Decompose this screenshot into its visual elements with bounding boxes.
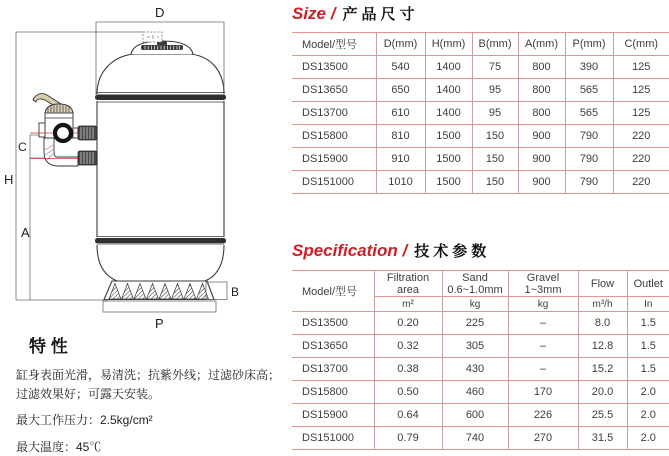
cell: 8.0 [578,312,627,335]
cell: 600 [442,404,508,427]
cell: 390 [565,56,613,79]
cell: 565 [565,79,613,102]
table-row [292,125,669,148]
cell: 150 [472,148,518,171]
header-cell [578,271,627,297]
cell: 910 [376,148,425,171]
header-cell: C(mm) [613,33,669,56]
sand-filter-diagram [0,0,290,332]
header-cell-model: Model/型号 [292,271,374,312]
spec-table [292,270,669,450]
lower-flange-band [95,238,226,244]
table-row [292,312,669,335]
table-row [292,148,669,171]
size-section-title [292,3,669,24]
cell: 305 [442,335,508,358]
cell: 25.5 [578,404,627,427]
spec-section-title [292,240,669,261]
header-cell [442,271,508,297]
bottom-dome [97,245,224,281]
cell-model: DS13650 [292,335,374,358]
label-a: A [21,225,30,240]
cell: 1400 [425,102,472,125]
cell: 1.5 [627,335,669,358]
spec-section [292,240,669,450]
cell: 1500 [425,171,472,194]
lid-callout-box [143,32,162,42]
spec-table-header-row [292,271,669,297]
size-table-header-row [292,33,669,56]
cell-model: DS15800 [292,381,374,404]
cell: 95 [472,79,518,102]
unit-cell: kg [442,297,508,312]
header-line: area [396,283,420,296]
cell: 2.0 [627,381,669,404]
table-row [292,79,669,102]
cell: 225 [442,312,508,335]
feature-line: 过滤效果好；可露天安装。 [16,387,161,401]
cell: 95 [472,102,518,125]
table-row [292,404,669,427]
header-cell: Model/型号 [292,33,376,56]
cell: 1400 [425,56,472,79]
feature-line: 缸身表面光滑，易清洗；抗紫外线；过滤砂床高； [16,368,281,382]
cell: 150 [472,125,518,148]
spec-title-zh: 技术参数 [414,243,491,260]
cell-model: DS13650 [292,79,376,102]
cell-model: DS13700 [292,102,376,125]
unit-cell: m³/h [578,297,627,312]
cell: 810 [376,125,425,148]
cell: 150 [472,171,518,194]
cell: 650 [376,79,425,102]
unit-cell: m² [374,297,442,312]
tank-body [95,32,226,300]
cell: 75 [472,56,518,79]
header-cell: D(mm) [376,33,425,56]
cell: 790 [565,148,613,171]
label-b: B [231,285,240,299]
table-row [292,335,669,358]
cell-model: DS15800 [292,125,376,148]
cell: 900 [518,171,565,194]
cell: 790 [565,125,613,148]
cell: – [508,358,578,381]
header-line: 1~3mm [524,283,562,296]
feature-max-pressure: 最大工作压力：2.5kg/cm² [16,413,153,427]
upper-flange-band [95,95,226,101]
cell: 20.0 [578,381,627,404]
cell: 900 [518,125,565,148]
cell-model: DS151000 [292,171,376,194]
cell: 0.20 [374,312,442,335]
cell: 2.0 [627,404,669,427]
features-title: 特 性 [29,337,68,356]
table-row [292,171,669,194]
feature-max-temperature: 最大温度：45℃ [16,440,102,454]
cell: 740 [442,427,508,450]
cell: – [508,312,578,335]
cell: 0.64 [374,404,442,427]
header-cell [374,271,442,297]
cell: 800 [518,79,565,102]
cell-model: DS13700 [292,358,374,381]
table-row [292,427,669,450]
header-line: Filtration [386,271,430,284]
cell: 220 [613,171,669,194]
cell: 270 [508,427,578,450]
spec-title-en: Specification / [292,241,408,260]
cell-model: DS15900 [292,148,376,171]
features-section [16,332,290,456]
unit-cell: In [627,297,669,312]
size-table [292,32,669,194]
cell: 125 [613,102,669,125]
cell: 0.79 [374,427,442,450]
cell: 540 [376,56,425,79]
header-cell: B(mm) [472,33,518,56]
cell-model: DS13500 [292,56,376,79]
cell: 220 [613,125,669,148]
cell: – [508,335,578,358]
size-title-en: Size / [292,4,336,23]
cell: 800 [518,56,565,79]
table-row [292,56,669,79]
cell: 226 [508,404,578,427]
cell: 790 [565,171,613,194]
label-h: H [4,172,14,187]
header-line: Gravel [526,271,560,284]
cell: 610 [376,102,425,125]
header-line: 0.6~1.0mm [447,283,503,296]
header-line: Sand [462,271,488,284]
cell: 430 [442,358,508,381]
cell: 900 [518,148,565,171]
cell-model: DS15900 [292,404,374,427]
cell: 1.5 [627,312,669,335]
label-c: C [18,140,27,154]
cell: 170 [508,381,578,404]
unit-cell: kg [508,297,578,312]
label-d: D [155,5,165,20]
header-cell: H(mm) [425,33,472,56]
table-row [292,102,669,125]
cell: 0.50 [374,381,442,404]
cell: 1500 [425,148,472,171]
header-cell: P(mm) [565,33,613,56]
header-line: Outlet [633,277,663,290]
size-section [292,3,669,194]
header-line: Flow [590,277,615,290]
cell: 565 [565,102,613,125]
cylinder-walls [97,101,224,237]
cell: 1.5 [627,358,669,381]
p-dimension-box [103,301,216,312]
cell: 125 [613,56,669,79]
cell: 1400 [425,79,472,102]
cell: 0.38 [374,358,442,381]
size-title-zh: 产品尺寸 [342,6,419,23]
cell: 460 [442,381,508,404]
table-row [292,381,669,404]
header-cell: A(mm) [518,33,565,56]
valve-port-ring [55,125,71,141]
cell-model: DS13500 [292,312,374,335]
cell: 1010 [376,171,425,194]
header-cell [627,271,669,297]
header-cell [508,271,578,297]
cell: 125 [613,79,669,102]
cell: 0.32 [374,335,442,358]
table-row [292,358,669,381]
cell: 1500 [425,125,472,148]
label-p: P [155,316,164,331]
cell: 12.8 [578,335,627,358]
cell-model: DS151000 [292,427,374,450]
cell: 2.0 [627,427,669,450]
cell: 220 [613,148,669,171]
valve-side-flange [39,123,45,137]
cell: 31.5 [578,427,627,450]
cell: 800 [518,102,565,125]
cell: 15.2 [578,358,627,381]
